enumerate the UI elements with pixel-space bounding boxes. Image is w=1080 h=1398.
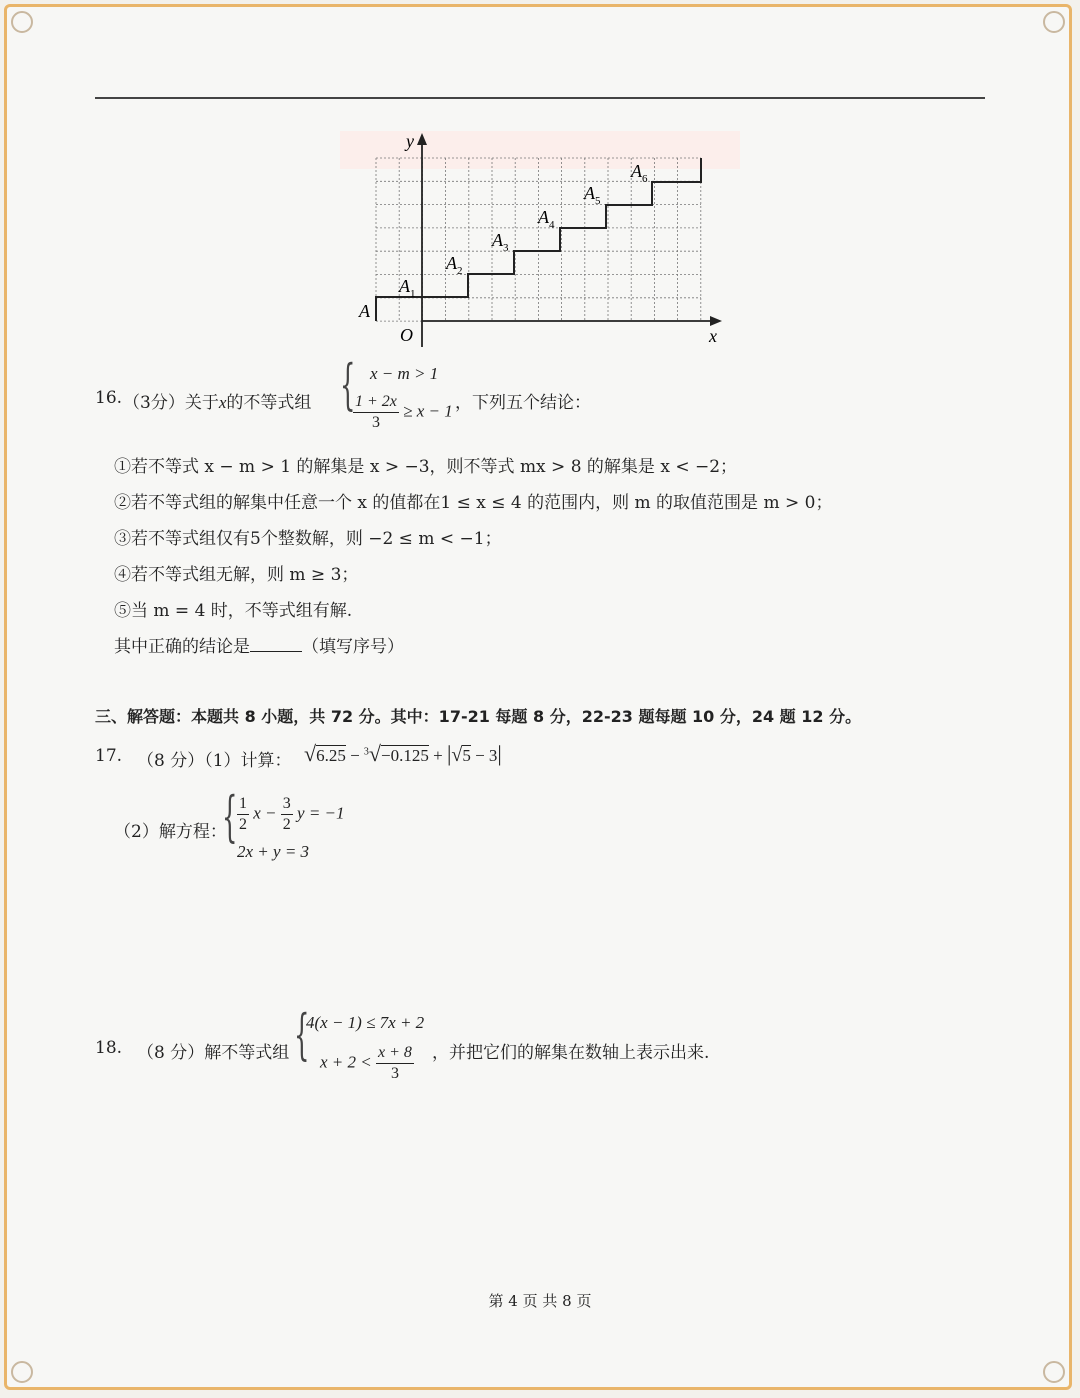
q16-number: 16.: [95, 388, 123, 408]
q17-part1: （8 分）（1）计算：: [137, 751, 292, 771]
page-footer: 第 4 页 共 8 页: [488, 1292, 592, 1310]
q17-expression: √6.25 − $^3$√−0.125 + |√5 − 3|: [304, 741, 502, 766]
q16-eq2-num: 1 + 2x: [353, 392, 399, 413]
point-labels: [398, 161, 648, 300]
q16-var: x: [218, 393, 227, 412]
q17-eq1-f1d: 2: [239, 816, 247, 833]
q16-eq2: [353, 392, 453, 433]
q16-prompt: [123, 388, 311, 413]
q17-abs-tail: − 3: [475, 746, 498, 765]
q17-eq1: [237, 794, 345, 835]
q16-ask-pre: 其中正确的结论是: [114, 637, 250, 657]
q16-eq2-den: 3: [371, 414, 380, 431]
header-rule: [95, 97, 985, 99]
q18-number: 18.: [95, 1038, 123, 1058]
q18-text: （8 分）解不等式组: [137, 1043, 290, 1063]
q18-eq2-lhs: x + 2 <: [320, 1052, 372, 1072]
q16-conclusion-1: ①若不等式 x − m > 1 的解集是 x > −3，则不等式 mx > 8 的解集是 x < −2；: [114, 457, 738, 477]
q16-brace: {: [340, 353, 356, 416]
q17-eq2: 2x + y = 3: [237, 842, 310, 861]
highlight-band: [340, 131, 740, 169]
q17-minus: −: [350, 746, 360, 765]
q16-eq1: x − m > 1: [370, 364, 439, 383]
point-label-a3: $A_3$: [492, 230, 509, 254]
q17-eq1-f2d: 2: [282, 816, 291, 833]
point-a-label: A: [359, 301, 370, 321]
section-3-heading: 三、解答题：本题共 8 小题，共 72 分。其中：17-21 每题 8 分，22-23 题每题 10 分，24 题 12 分。: [95, 707, 862, 726]
q16-ask-post: （填写序号）: [302, 637, 404, 657]
q17-abs-inner: 5: [462, 746, 471, 765]
q18-tail: ，并把它们的解集在数轴上表示出来.: [432, 1043, 710, 1063]
q16-ask: [114, 632, 404, 657]
q17-brace: {: [222, 785, 238, 848]
q18-eq2-num: x + 8: [376, 1043, 414, 1064]
q17-number: 17.: [95, 746, 123, 766]
q16-conclusion-4: ④若不等式组无解，则 m ≥ 3；: [114, 565, 359, 585]
corner-ornament: [1043, 11, 1065, 33]
y-axis-label: y: [406, 131, 414, 151]
corner-ornament: [1043, 1361, 1065, 1383]
corner-ornament: [11, 11, 33, 33]
q16-eq2-rhs: ≥ x − 1: [403, 401, 453, 421]
q17-eq1-f2n: 3: [281, 794, 293, 815]
point-label-a6: $A_6$: [631, 161, 648, 185]
q18-brace: {: [294, 1003, 310, 1066]
q17-sqrt-arg: 6.25: [316, 746, 346, 765]
q16-conclusion-5: ⑤当 m = 4 时，不等式组有解.: [114, 601, 353, 621]
q18-eq1: 4(x − 1) ≤ 7x + 2: [306, 1013, 425, 1032]
q17-plus: +: [433, 746, 443, 765]
q17-eq1-f1n: 1: [237, 794, 249, 815]
point-label-a1: $A_1$: [399, 276, 416, 300]
staircase-figure: [340, 125, 740, 350]
point-label-a2: $A_2$: [446, 253, 463, 277]
origin-label: O: [400, 325, 413, 345]
q17-part2: （2）解方程：: [114, 822, 227, 842]
x-axis-label: x: [709, 326, 717, 346]
answer-blank[interactable]: [250, 637, 302, 652]
q16-mid: 的不等式组: [226, 393, 312, 413]
corner-ornament: [11, 1361, 33, 1383]
q17-eq1-x: x −: [253, 803, 277, 823]
q18-eq2-den: 3: [390, 1065, 399, 1082]
x-axis-arrow: [710, 316, 722, 326]
q17-cbrt-arg: −0.125: [381, 746, 429, 765]
q16-conclusion-3: ③若不等式组仅有5个整数解，则 −2 ≤ m < −1；: [114, 529, 502, 549]
q16-tail: ，下列五个结论：: [455, 393, 591, 413]
q16-conclusion-2: ②若不等式组的解集中任意一个 x 的值都在1 ≤ x ≤ 4 的范围内，则 m 的取值范围是 m > 0；: [114, 493, 833, 513]
q18-eq2: [320, 1043, 414, 1084]
q17-eq1-rest: y = −1: [297, 803, 345, 823]
point-label-a4: $A_4$: [538, 207, 555, 231]
q16-score: （3分）关于: [123, 393, 219, 413]
point-label-a5: $A_5$: [584, 183, 601, 207]
q17-cube-index: 3: [363, 746, 369, 758]
